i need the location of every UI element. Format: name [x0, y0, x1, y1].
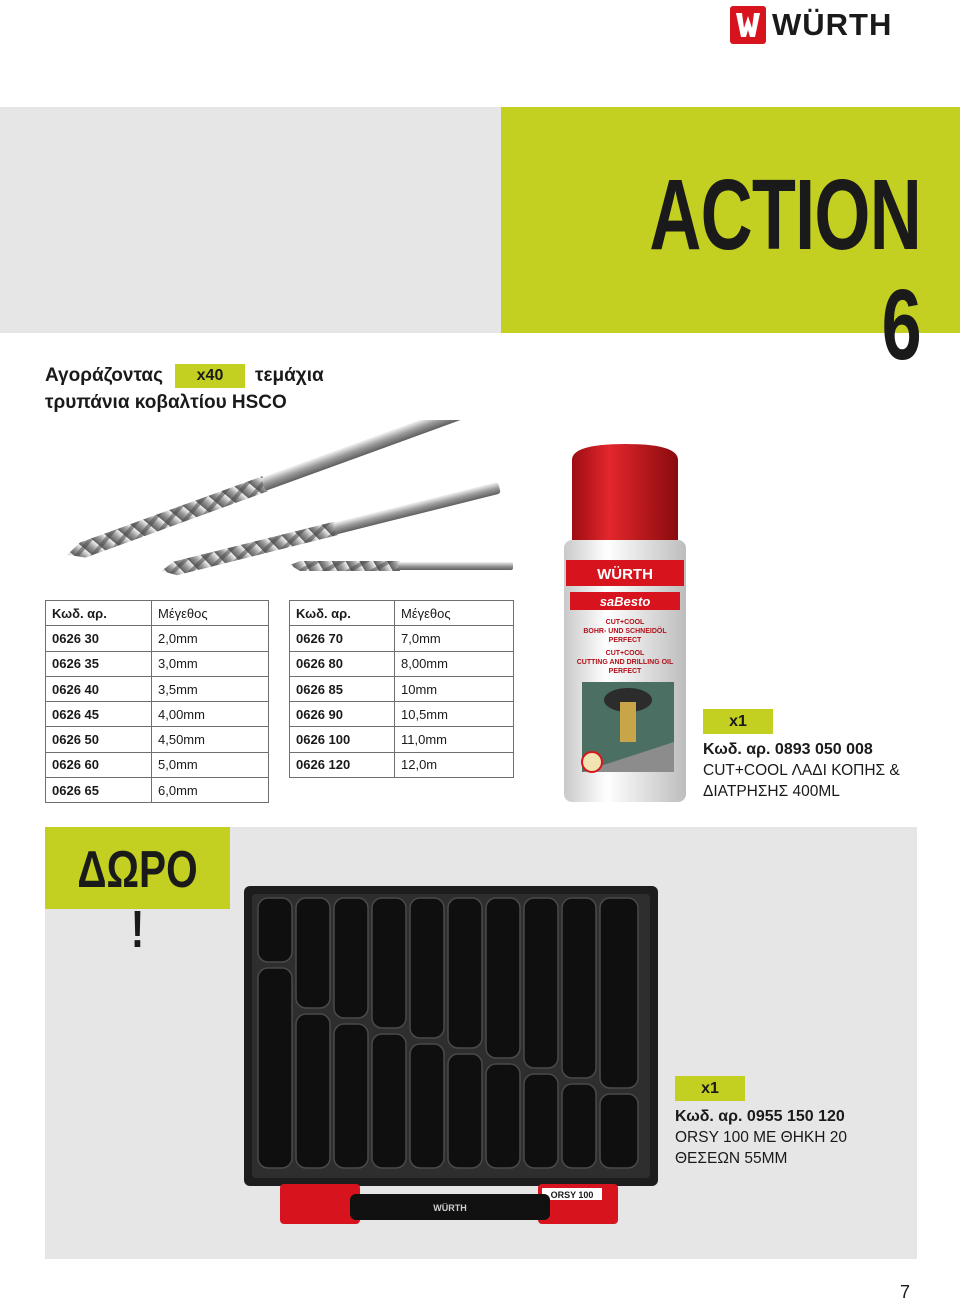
- drill-bit-3: [290, 561, 513, 571]
- table-row: [290, 702, 514, 727]
- table-row: [46, 651, 269, 676]
- spray-label-line: PERFECT: [608, 637, 642, 644]
- product-description-line-2: ΔΙΑΤΡΗΣΗΣ 400ML: [703, 783, 840, 800]
- item-code: 0626 100: [290, 727, 395, 752]
- table-row: [46, 752, 269, 777]
- item-size: 6,0mm: [152, 778, 269, 803]
- item-size: 3,5mm: [152, 676, 269, 701]
- item-size: 10mm: [395, 676, 514, 701]
- table-header-row: [290, 601, 514, 626]
- spray-label-line: PERFECT: [608, 668, 642, 675]
- item-size: 4,00mm: [152, 702, 269, 727]
- wurth-logo-mark-icon: [730, 6, 766, 44]
- product-code: Κωδ. αρ. 0893 050 008: [703, 741, 873, 758]
- spray-label-line: CUTTING AND DRILLING OIL: [576, 659, 674, 666]
- item-size: 4,50mm: [152, 727, 269, 752]
- item-size: 5,0mm: [152, 752, 269, 777]
- page-number: 7: [900, 1282, 911, 1302]
- item-code: 0626 30: [46, 626, 152, 651]
- spray-subbrand: saBesto: [599, 594, 651, 609]
- offer-line-1: [45, 362, 324, 389]
- product-quantity-badge: x1: [703, 709, 773, 734]
- case-handle-brand: WÜRTH: [433, 1203, 467, 1213]
- action-title: ACTION 6: [649, 159, 921, 381]
- table-row: [46, 676, 269, 701]
- table-row: [290, 727, 514, 752]
- table-row: [46, 626, 269, 651]
- item-code: 0626 120: [290, 752, 395, 777]
- offer-prefix: Αγοράζοντας: [45, 365, 163, 386]
- spray-label-line: BOHR- UND SCHNEIDÖL: [583, 628, 667, 635]
- item-size: 12,0m: [395, 752, 514, 777]
- table-row: [290, 651, 514, 676]
- case-label: ORSY 100: [550, 1190, 594, 1200]
- case-latch-left: [280, 1184, 360, 1224]
- item-code: 0626 85: [290, 676, 395, 701]
- product-info-case: [675, 1076, 915, 1169]
- item-size: 7,0mm: [395, 626, 514, 651]
- header-size: Μέγεθος: [395, 601, 514, 626]
- item-code: 0626 70: [290, 626, 395, 651]
- header-size: Μέγεθος: [152, 601, 269, 626]
- item-code: 0626 90: [290, 702, 395, 727]
- table-row: [290, 676, 514, 701]
- spray-label-line: CUT+COOL: [605, 650, 645, 657]
- spray-cap: [572, 444, 678, 542]
- item-size: 3,0mm: [152, 651, 269, 676]
- product-code: Κωδ. αρ. 0955 150 120: [675, 1108, 845, 1125]
- table-row: [290, 626, 514, 651]
- wurth-logo: [730, 4, 920, 46]
- header-code: Κωδ. αρ.: [290, 601, 395, 626]
- item-code: 0626 50: [46, 727, 152, 752]
- header-code: Κωδ. αρ.: [46, 601, 152, 626]
- item-code: 0626 80: [290, 651, 395, 676]
- item-size: 2,0mm: [152, 626, 269, 651]
- drill-size-table-right: [289, 600, 514, 778]
- table-row: [46, 702, 269, 727]
- offer-quantity-badge: x40: [175, 364, 245, 388]
- orsy-case-image: [240, 884, 665, 1259]
- brand-name: WÜRTH: [772, 7, 893, 42]
- spray-warning-icon: [582, 752, 602, 772]
- product-description-line-2: ΘΕΣΕΩΝ 55MM: [675, 1150, 788, 1167]
- item-size: 10,5mm: [395, 702, 514, 727]
- spray-brand: WÜRTH: [597, 566, 653, 583]
- spray-label-line: CUT+COOL: [605, 619, 645, 626]
- offer-suffix: τεμάχια: [255, 365, 324, 386]
- case-compartments: [258, 898, 638, 1168]
- drill-bits-image: [50, 420, 520, 585]
- item-code: 0626 45: [46, 702, 152, 727]
- drill-size-table-left: [45, 600, 269, 803]
- spray-can-image: [560, 442, 690, 810]
- offer-line-2: τρυπάνια κοβαλτίου HSCO: [45, 392, 287, 413]
- table-row: [46, 727, 269, 752]
- offer-text: [45, 362, 324, 416]
- product-info-spray: [703, 709, 943, 802]
- item-code: 0626 60: [46, 752, 152, 777]
- table-row: [46, 778, 269, 803]
- item-size: 8,00mm: [395, 651, 514, 676]
- product-quantity-badge: x1: [675, 1076, 745, 1101]
- table-header-row: [46, 601, 269, 626]
- product-description-line-1: ORSY 100 ΜΕ ΘΗΚΗ 20: [675, 1129, 848, 1146]
- item-code: 0626 40: [46, 676, 152, 701]
- item-code: 0626 65: [46, 778, 152, 803]
- gift-label: ΔΩΡΟ !: [77, 841, 198, 959]
- table-row: [290, 752, 514, 777]
- item-size: 11,0mm: [395, 727, 514, 752]
- item-code: 0626 35: [46, 651, 152, 676]
- product-description-line-1: CUT+COOL ΛΑΔΙ ΚΟΠΗΣ &: [703, 762, 900, 779]
